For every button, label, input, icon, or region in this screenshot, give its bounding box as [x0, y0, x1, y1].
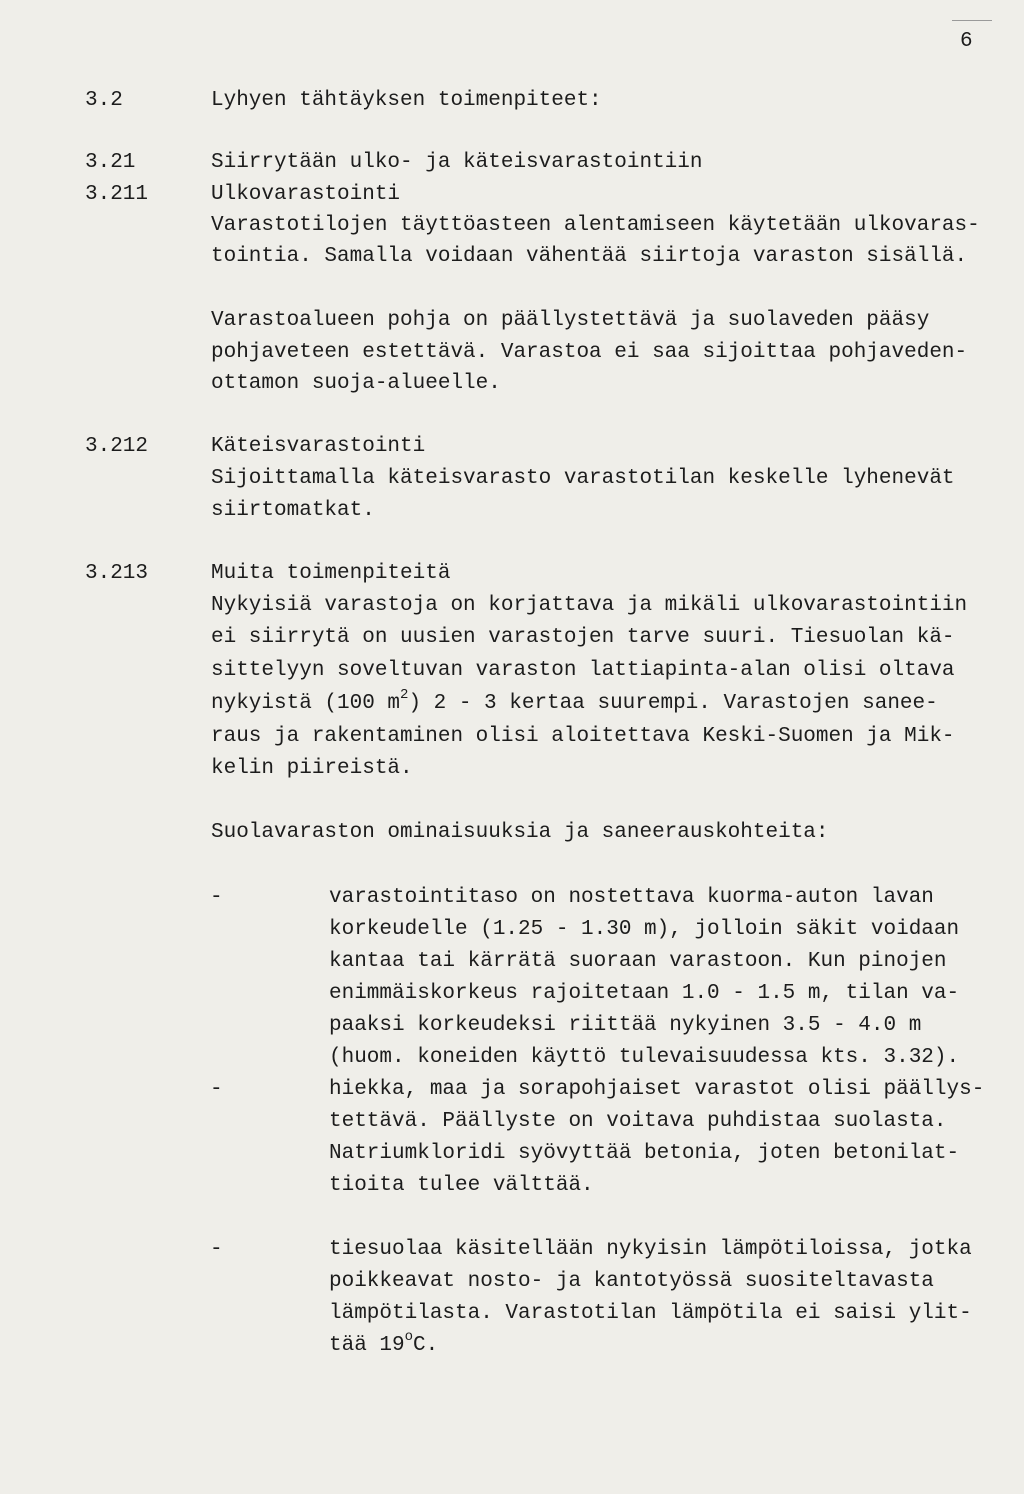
text-line: sittelyyn soveltuvan varaston lattiapinta-alan olisi oltava [211, 659, 955, 682]
section-number-3-213: 3.213 [85, 562, 149, 585]
bullet-text-line: kantaa tai kärrätä suoraan varastoon. Kun pinojen [329, 950, 947, 973]
text-segment: nykyistä (100 m [211, 692, 401, 715]
text-line: tointia. Samalla voidaan vähentää siirtoja varaston sisällä. [211, 245, 968, 268]
section-number-3-21: 3.21 [85, 151, 136, 174]
text-segment: C. [413, 1334, 439, 1357]
bullet-text-line: varastointitaso on nostettava kuorma-auton lavan [329, 886, 934, 909]
section-number-3-212: 3.212 [85, 435, 149, 458]
text-line: pohjaveteen estettävä. Varastoa ei saa sijoittaa pohjaveden- [211, 341, 968, 364]
text-line: ei siirrytä on uusien varastojen tarve suuri. Tiesuolan kä- [211, 626, 955, 649]
bullet-text-line: (huom. koneiden käyttö tulevaisuudessa kts. 3.32). [329, 1046, 960, 1069]
section-number-3-2: 3.2 [85, 89, 123, 112]
text-line: Varastotilojen täyttöasteen alentamiseen käytetään ulkovaras- [211, 214, 980, 237]
text-line: Varastoalueen pohja on päällystettävä ja suolaveden pääsy [211, 309, 930, 332]
bullet-text-line: hiekka, maa ja sorapohjaiset varastot olisi päällys- [329, 1078, 985, 1101]
text-line: Sijoittamalla käteisvarasto varastotilan keskelle lyhenevät [211, 467, 955, 490]
text-segment: tää 19 [329, 1334, 405, 1357]
section-title-3-211: Ulkovarastointi [211, 183, 401, 206]
bullet-text-line: tiesuolaa käsitellään nykyisin lämpötiloissa, jotka [329, 1238, 972, 1261]
section-number-3-211: 3.211 [85, 183, 149, 206]
top-rule [952, 20, 992, 21]
bullet-dash: - [210, 886, 223, 909]
bullet-dash: - [210, 1078, 223, 1101]
subheading: Suolavaraston ominaisuuksia ja saneerauskohteita: [211, 821, 829, 844]
bullet-dash: - [210, 1238, 223, 1261]
bullet-text-line-with-superscript [329, 1329, 439, 1357]
text-line: raus ja rakentaminen olisi aloitettava Keski-Suomen ja Mik- [211, 725, 955, 748]
bullet-text-line: paaksi korkeudeksi riittää nykyinen 3.5 - 4.0 m [329, 1014, 922, 1037]
bullet-text-line: tioita tulee välttää. [329, 1174, 594, 1197]
section-title-3-2: Lyhyen tähtäyksen toimenpiteet: [211, 89, 602, 112]
bullet-text-line: tettävä. Päällyste on voitava puhdistaa suolasta. [329, 1110, 947, 1133]
bullet-text-line: poikkeavat nosto- ja kantotyössä suositeltavasta [329, 1270, 934, 1293]
text-line: kelin piireistä. [211, 757, 413, 780]
superscript: 2 [400, 687, 409, 703]
section-title-3-21: Siirrytään ulko- ja käteisvarastointiin [211, 151, 703, 174]
text-line-with-superscript [211, 687, 938, 715]
text-line: Nykyisiä varastoja on korjattava ja mikäli ulkovarastointiin [211, 594, 968, 617]
bullet-text-line: Natriumkloridi syövyttää betonia, joten betonilat- [329, 1142, 960, 1165]
superscript: o [404, 1329, 414, 1345]
text-line: ottamon suoja-alueelle. [211, 372, 501, 395]
text-line: siirtomatkat. [211, 499, 375, 522]
page-number: 6 [960, 30, 973, 53]
bullet-text-line: lämpötilasta. Varastotilan lämpötila ei saisi ylit- [329, 1302, 972, 1325]
section-title-3-213: Muita toimenpiteitä [211, 562, 451, 585]
text-segment: ) 2 - 3 kertaa suurempi. Varastojen sanee- [408, 692, 938, 715]
section-title-3-212: Käteisvarastointi [211, 435, 426, 458]
bullet-text-line: enimmäiskorkeus rajoitetaan 1.0 - 1.5 m, tilan va- [329, 982, 960, 1005]
bullet-text-line: korkeudelle (1.25 - 1.30 m), jolloin säkit voidaan [329, 918, 960, 941]
